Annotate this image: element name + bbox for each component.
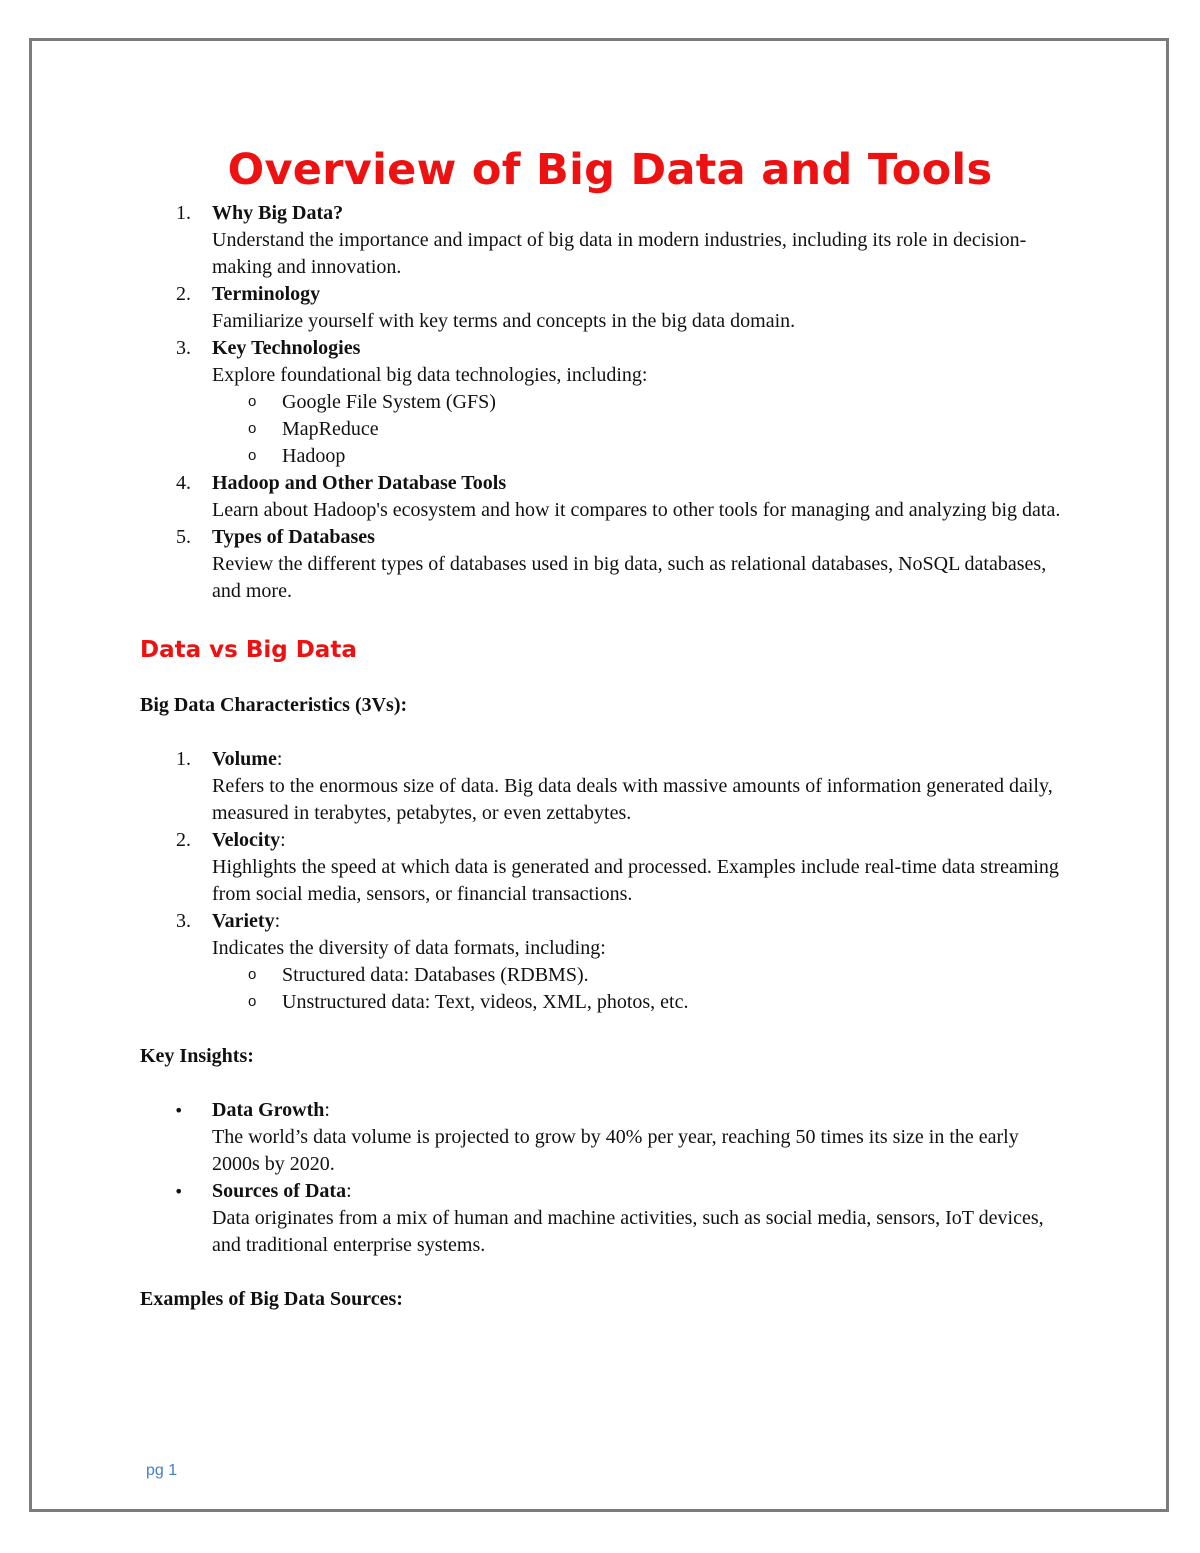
overview-list [140,200,1070,605]
list-number: 1. [176,202,191,224]
bullet-icon: • [174,1101,184,1120]
list-item [140,200,1070,281]
sublist-item [212,443,1070,470]
circle-bullet-icon: o [248,447,257,464]
colon: : [280,829,286,851]
list-item [140,908,1070,1016]
sublist-item-text: Google File System (GFS) [282,391,496,413]
sublist-item [212,962,1070,989]
item-description: Indicates the diversity of data formats, including: [212,937,606,959]
item-heading: Why Big Data? [212,202,344,224]
item-description: Understand the importance and impact of big data in modern industries, including its role in decision-making and innovation. [212,229,1027,278]
item-description: Highlights the speed at which data is generated and processed. Examples include real-time data streaming from social media, sensors, or financial transactions. [212,856,1059,905]
list-item [140,746,1070,827]
list-item [140,335,1070,470]
colon: : [324,1099,330,1121]
sublist-item-text: Structured data: Databases (RDBMS). [282,964,589,986]
circle-bullet-icon: o [248,420,257,437]
section-title: Data vs Big Data [140,637,357,663]
item-description: Review the different types of databases used in big data, such as relational databases, NoSQL databases, and more. [212,553,1047,602]
sublist-item [212,389,1070,416]
document-body [140,140,1070,1340]
sublist-item-text: Unstructured data: Text, videos, XML, photos, etc. [282,991,689,1013]
circle-bullet-icon: o [248,993,257,1010]
circle-bullet-icon: o [248,393,257,410]
item-heading: Variety [212,910,275,932]
characteristics-heading: Big Data Characteristics (3Vs): [140,694,408,716]
sublist-item [212,416,1070,443]
item-heading: Key Technologies [212,337,361,359]
colon: : [346,1180,352,1202]
list-item [140,524,1070,605]
sublist-item-text: MapReduce [282,418,379,440]
insights-heading: Key Insights: [140,1045,254,1067]
sublist-item [212,989,1070,1016]
list-number: 5. [176,526,191,548]
variety-sublist [212,962,1070,1016]
item-description: Explore foundational big data technologies, including: [212,364,648,386]
document-title: Overview of Big Data and Tools [227,145,993,195]
circle-bullet-icon: o [248,966,257,983]
list-number: 4. [176,472,191,494]
page-number: pg 1 [146,1462,178,1479]
list-number: 3. [176,910,191,932]
examples-heading: Examples of Big Data Sources: [140,1288,403,1310]
list-item [140,281,1070,335]
item-heading: Hadoop and Other Database Tools [212,472,507,494]
item-heading: Data Growth [212,1099,325,1121]
list-number: 2. [176,283,191,305]
item-heading: Volume [212,748,277,770]
item-heading: Velocity [212,829,281,851]
characteristics-list [140,746,1070,1016]
item-heading: Types of Databases [212,526,375,548]
list-number: 3. [176,337,191,359]
insights-list [140,1097,1070,1259]
item-description: Data originates from a mix of human and machine activities, such as social media, sensors, IoT devices, and traditional enterprise systems. [212,1207,1044,1256]
list-number: 1. [176,748,191,770]
item-description: Learn about Hadoop's ecosystem and how it compares to other tools for managing and analyzing big data. [212,499,1061,521]
technologies-sublist [212,389,1070,470]
colon: : [274,910,281,932]
item-heading: Terminology [212,283,321,305]
sublist-item-text: Hadoop [282,445,346,467]
list-number: 2. [176,829,191,851]
item-heading: Sources of Data [212,1180,347,1202]
bullet-icon: • [174,1182,184,1201]
item-description: Refers to the enormous size of data. Big data deals with massive amounts of information generated daily, measured in terabytes, petabytes, or even zettabytes. [212,775,1053,824]
colon: : [276,748,283,770]
list-item [140,470,1070,524]
list-item [140,1178,1070,1259]
item-description: Familiarize yourself with key terms and concepts in the big data domain. [212,310,796,332]
list-item [140,827,1070,908]
item-description: The world’s data volume is projected to grow by 40% per year, reaching 50 times its size in the early 2000s by 2020. [212,1126,1019,1175]
list-item [140,1097,1070,1178]
